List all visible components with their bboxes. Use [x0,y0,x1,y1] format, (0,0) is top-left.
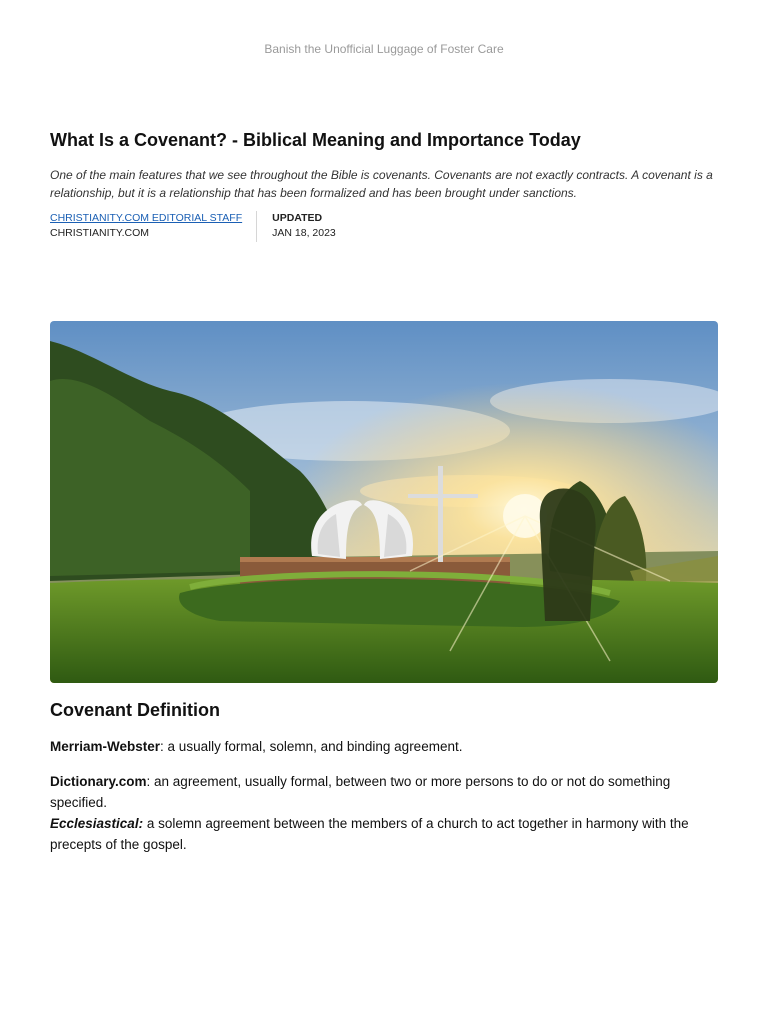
updated-block [272,211,336,242]
article-intro: One of the main features that we see throughout the Bible is covenants. Covenants are not exactly contracts. A covenant is a relationship, but it is a relationship that has been formalized and has been brought under sanctions. [50,168,713,200]
definition-dictionary [50,771,730,855]
definition-text: a solemn agreement between the members of a church to act together in harmony with the precepts of the gospel. [50,816,689,852]
section-heading: Covenant Definition [50,700,220,720]
article-title: What Is a Covenant? - Biblical Meaning and Importance Today [50,130,581,150]
updated-label: UPDATED [272,212,323,224]
definition-text: : a usually formal, solemn, and binding agreement. [160,739,463,754]
author-link[interactable]: CHRISTIANITY.COM EDITORIAL STAFF [50,212,243,224]
definition-text: : an agreement, usually formal, between two or more persons to do or not do something specified. [50,774,671,810]
definition-term: Merriam-Webster [50,739,161,754]
promo-banner[interactable]: Banish the Unofficial Luggage of Foster Care [264,42,504,56]
byline [50,211,336,242]
definition-merriam-webster [50,736,718,757]
updated-date: JAN 18, 2023 [272,227,336,239]
byline-divider [256,211,257,242]
definition-term: Dictionary.com [50,774,147,789]
hero-image [50,321,718,683]
author-block [50,211,242,242]
author-org: CHRISTIANITY.COM [50,227,149,239]
sunset-cross-hands-monument-image [50,321,718,683]
definition-term-ecclesiastical: Ecclesiastical: [50,816,144,831]
